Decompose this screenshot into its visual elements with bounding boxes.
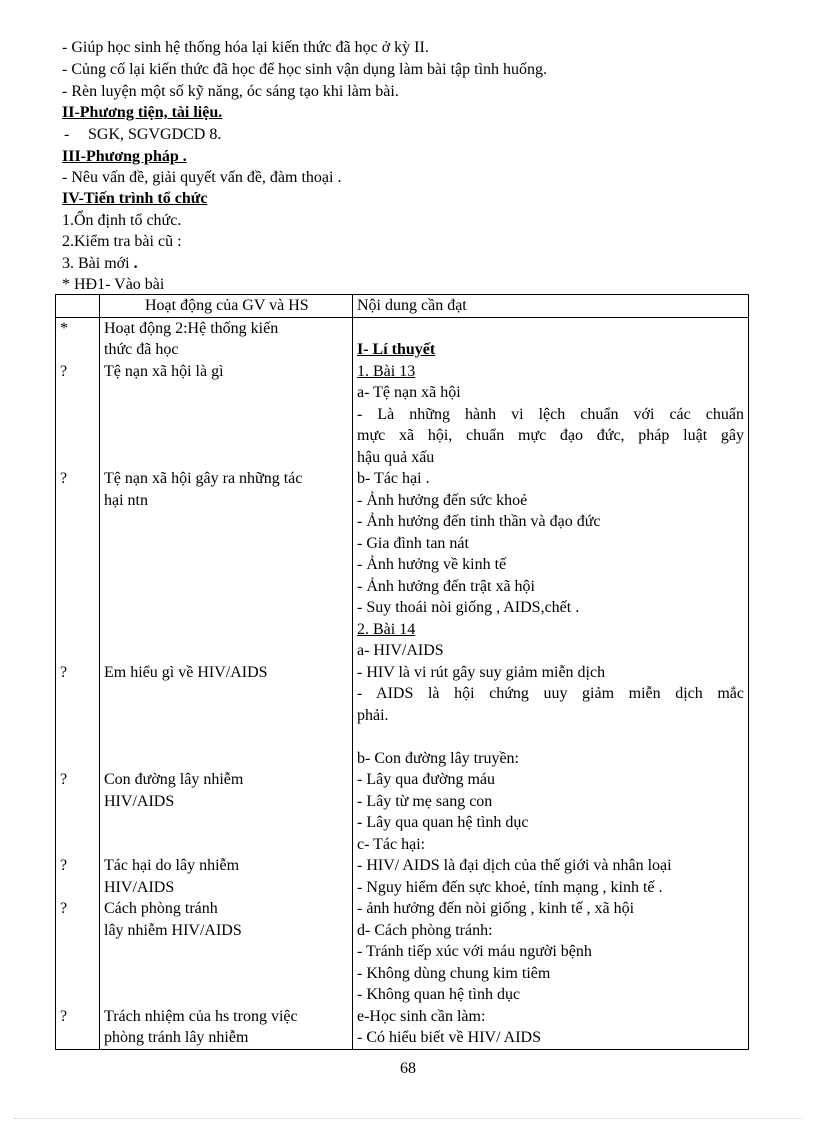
- row-mark: [60, 1027, 95, 1049]
- activity-line: [104, 404, 348, 426]
- row-mark: [60, 963, 95, 985]
- row-mark: [60, 640, 95, 662]
- row-mark: [60, 748, 95, 770]
- objective-line: - Rèn luyện một số kỹ năng, óc sáng tạo khi làm bài.: [62, 83, 399, 100]
- list-bullet: -: [64, 126, 70, 143]
- table-header-row: [56, 295, 749, 318]
- row-mark: [60, 576, 95, 598]
- activity-line: Con đường lây nhiễm: [104, 771, 244, 788]
- content-line: I- Lí thuyết: [357, 341, 436, 358]
- activity-line: [104, 511, 348, 533]
- step-line: 2.Kiểm tra bài cũ :: [62, 233, 182, 250]
- activity-line: [104, 705, 348, 727]
- row-mark: ?: [60, 857, 68, 874]
- activity-line: Hoạt động 2:Hệ thống kiến: [104, 319, 279, 337]
- row-mark: [60, 683, 95, 705]
- content-line: e-Học sinh cần làm:: [357, 1007, 486, 1025]
- content-line: - HIV/ AIDS là đại dịch của thế giới và nhân loại: [357, 857, 672, 874]
- content-line: - HIV là vi rút gây suy giảm miễn dịch: [357, 663, 606, 681]
- row-mark: [60, 382, 95, 404]
- activity-line: phòng tránh lây nhiễm: [104, 1029, 249, 1046]
- section-heading: IV-Tiến trình tổ chức: [62, 190, 208, 207]
- content-line: - Gia đình tan nát: [357, 534, 469, 552]
- content-line: - Ảnh hưởng đến tinh thần và đạo đức: [357, 513, 601, 530]
- content-line: - Ảnh hưởng đến sức khoẻ: [357, 491, 528, 509]
- row-mark: [60, 834, 95, 856]
- activity-line: [104, 619, 348, 641]
- content-line: [357, 726, 744, 748]
- activity-line: [104, 597, 348, 619]
- row-mark: ?: [60, 900, 68, 917]
- row-mark: [60, 511, 95, 533]
- step-suffix: .: [129, 255, 138, 272]
- step-line: 1.Ổn định tổ chức.: [62, 212, 182, 229]
- method-line: - Nêu vấn đề, giải quyết vấn đề, đàm thoại .: [62, 169, 342, 186]
- row-mark: [60, 877, 95, 899]
- content-line: - Lây từ mẹ sang con: [357, 792, 493, 810]
- content-line: [357, 318, 744, 340]
- activity-line: [104, 576, 348, 598]
- activity-line: [104, 748, 348, 770]
- row-mark: [60, 941, 95, 963]
- content-line: a- Tệ nạn xã hội: [357, 384, 461, 401]
- activity-line: [104, 834, 348, 856]
- content-line: d- Cách phòng tránh:: [357, 921, 493, 939]
- materials-line: SGK, SGVGDCD 8.: [88, 126, 222, 143]
- content-line: - Ảnh hưởng về kinh tế: [357, 556, 507, 573]
- lesson-table: [55, 294, 749, 1050]
- content-line: b- Tác hại .: [357, 470, 430, 487]
- activity-line: [104, 533, 348, 555]
- activity-line: [104, 382, 348, 404]
- activity-intro-line: * HĐ1- Vào bài: [62, 276, 165, 293]
- row-mark: ?: [60, 663, 68, 681]
- content-line: - Là những hành vi lệch chuẩn với các chuẩn: [357, 405, 744, 423]
- activity-line: [104, 425, 348, 447]
- row-mark: ?: [60, 470, 68, 487]
- activity-line: [104, 683, 348, 705]
- content-line: - Lây qua quan hệ tình dục: [357, 814, 529, 831]
- row-mark: [60, 597, 95, 619]
- activity-line: lây nhiễm HIV/AIDS: [104, 921, 242, 939]
- content-line: phải.: [357, 706, 389, 724]
- row-mark: *: [60, 319, 68, 337]
- activity-line: Tệ nạn xã hội là gì: [104, 362, 224, 380]
- section-heading: III-Phương pháp .: [62, 148, 187, 165]
- content-line: - Có hiểu biết về HIV/ AIDS: [357, 1029, 541, 1046]
- content-line: - Lây qua đường máu: [357, 771, 495, 788]
- section-heading: II-Phương tiện, tài liệu.: [62, 104, 223, 121]
- activity-line: Trách nhiệm của hs trong việc: [104, 1007, 298, 1025]
- row-mark: [60, 404, 95, 426]
- activity-line: Tệ nạn xã hội gây ra những tác: [104, 470, 303, 487]
- activity-line: [104, 447, 348, 469]
- activity-line: [104, 726, 348, 748]
- row-mark: ?: [60, 362, 68, 380]
- row-mark: [60, 339, 95, 361]
- activity-line: [104, 963, 348, 985]
- row-mark: [60, 490, 95, 512]
- row-mark: [60, 791, 95, 813]
- activity-line: [104, 941, 348, 963]
- content-line: mực xã hội, chuẩn mực đạo đức, pháp luật gây: [357, 427, 744, 444]
- row-mark: [60, 984, 95, 1006]
- row-mark: [60, 726, 95, 748]
- mark-column: [56, 317, 100, 1049]
- activity-line: thức đã học: [104, 341, 179, 358]
- activity-line: HIV/AIDS: [104, 878, 175, 896]
- row-mark: [60, 705, 95, 727]
- row-mark: [60, 920, 95, 942]
- content-line: - Ảnh hưởng đến trật xã hội: [357, 577, 535, 595]
- content-line: - ảnh hưởng đến nòi giống , kinh tế , xã hội: [357, 900, 635, 917]
- row-mark: [60, 554, 95, 576]
- row-mark: ?: [60, 1007, 68, 1025]
- activity-line: [104, 984, 348, 1006]
- content-line: 1. Bài 13: [357, 362, 416, 380]
- content-line: - Tránh tiếp xúc với máu người bệnh: [357, 943, 592, 960]
- header-activity: Hoạt động của GV và HS: [100, 295, 353, 318]
- content-line: - Nguy hiểm đến sực khoẻ, tính mạng , kinh tế .: [357, 878, 663, 896]
- content-line: - Suy thoái nòi giống , AIDS,chết .: [357, 599, 580, 616]
- content-line: b- Con đường lây truyền:: [357, 749, 519, 767]
- table-body-row: [56, 317, 749, 1049]
- activity-line: [104, 812, 348, 834]
- row-mark: ?: [60, 771, 68, 788]
- content-line: - AIDS là hội chứng uuy giảm miễn dịch mắc: [357, 685, 744, 702]
- objective-line: - Củng cố lại kiến thức đã học để học sinh vận dụng làm bài tập tình huống.: [62, 61, 548, 78]
- activity-line: [104, 554, 348, 576]
- content-column: [353, 317, 749, 1049]
- content-line: 2. Bài 14: [357, 620, 416, 638]
- row-mark: [60, 812, 95, 834]
- activity-column: [100, 317, 353, 1049]
- content-line: - Không dùng chung kim tiêm: [357, 964, 551, 982]
- header-mark-cell: [56, 295, 100, 318]
- page-number: 68: [400, 1060, 416, 1077]
- step-line: [62, 253, 138, 274]
- page-separator: [14, 1118, 802, 1119]
- row-mark: [60, 533, 95, 555]
- row-mark: [60, 425, 95, 447]
- content-line: - Không quan hệ tình dục: [357, 986, 521, 1003]
- activity-line: HIV/AIDS: [104, 792, 175, 810]
- header-content: Nội dung cần đạt: [353, 295, 749, 318]
- objective-line: - Giúp học sinh hệ thống hóa lại kiến thức đã học ở kỳ II.: [62, 39, 429, 56]
- content-line: hậu quả xấu: [357, 448, 435, 466]
- step-label: 3. Bài mới: [62, 255, 130, 272]
- content-line: a- HIV/AIDS: [357, 642, 444, 659]
- activity-line: hại ntn: [104, 491, 148, 509]
- content-line: c- Tác hại:: [357, 835, 426, 853]
- activity-line: Em hiểu gì về HIV/AIDS: [104, 663, 268, 681]
- activity-line: Cách phòng tránh: [104, 900, 218, 917]
- row-mark: [60, 619, 95, 641]
- row-mark: [60, 447, 95, 469]
- activity-line: [104, 640, 348, 662]
- activity-line: Tác hại do lây nhiễm: [104, 857, 240, 874]
